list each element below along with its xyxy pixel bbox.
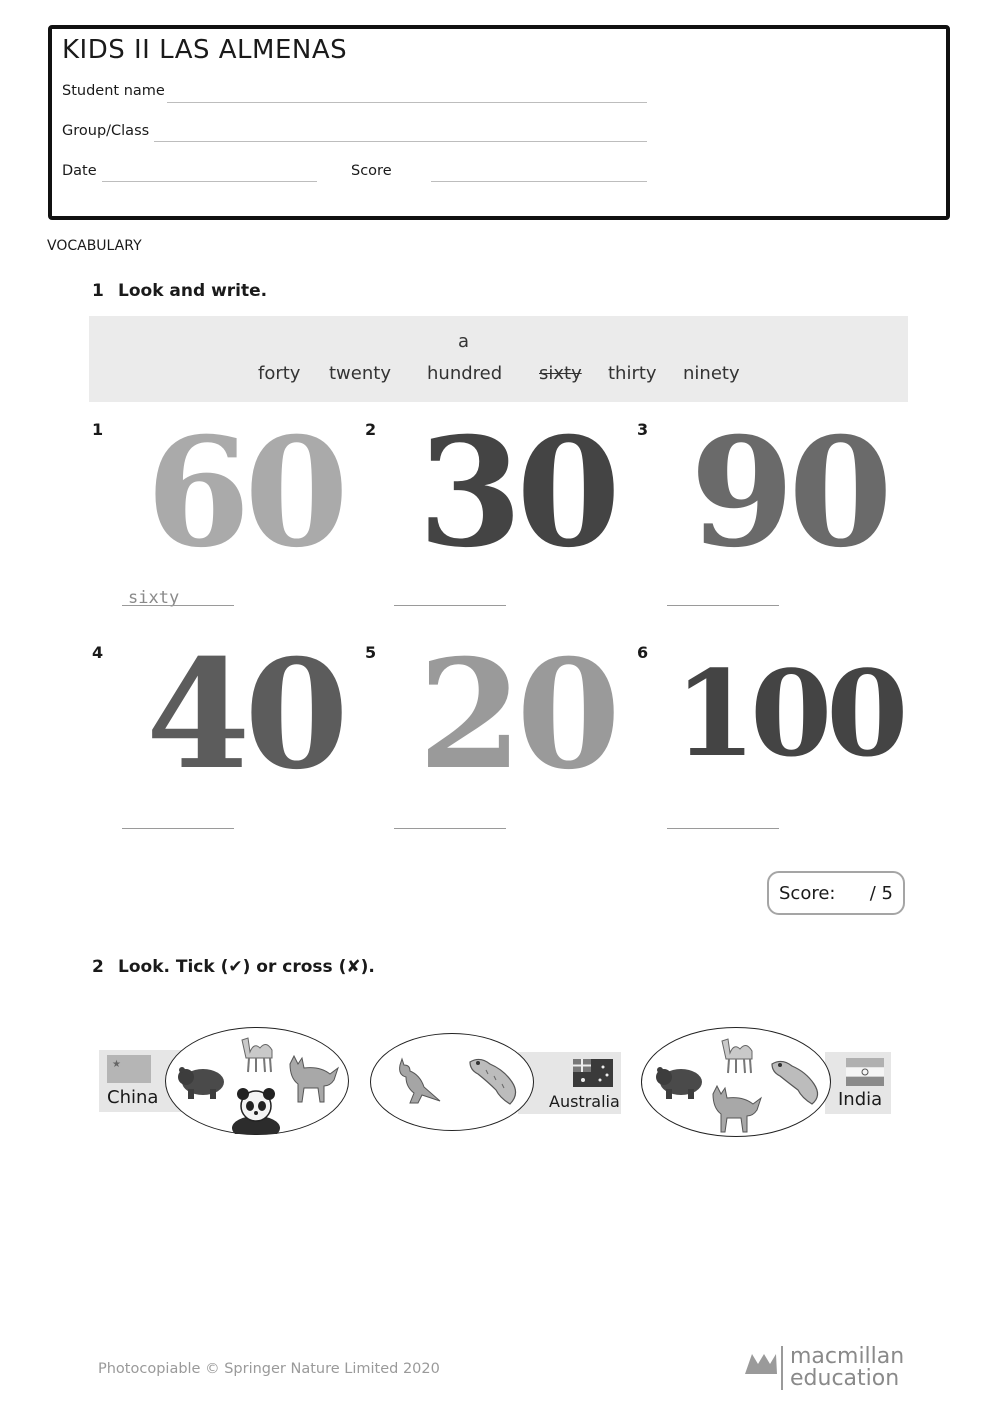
- panda-icon: [229, 1086, 283, 1134]
- worksheet-title: KIDS II LAS ALMENAS: [62, 35, 348, 65]
- word-hundred: hundred: [427, 363, 503, 384]
- number-20: 20: [418, 627, 615, 803]
- camel-icon: [234, 1030, 280, 1074]
- china-flag-icon: [107, 1055, 151, 1083]
- brand-line-1: macmillan: [790, 1344, 905, 1369]
- word-twenty: twenty: [329, 363, 391, 384]
- item-number: 6: [637, 643, 649, 662]
- exercise-number: 2: [92, 957, 104, 977]
- number-100: 100: [674, 644, 903, 783]
- copyright-notice: Photocopiable © Springer Nature Limited 2020: [98, 1361, 440, 1377]
- answer-example: sixty: [128, 588, 180, 608]
- item-number: 1: [92, 420, 104, 439]
- word-sixty-crossed: sixty: [539, 363, 582, 384]
- brand-line-2: education: [790, 1366, 900, 1391]
- item-number: 4: [92, 643, 104, 662]
- score-box-label: Score:: [779, 883, 836, 904]
- word-ninety: ninety: [683, 363, 740, 384]
- student-name-field[interactable]: [167, 102, 647, 103]
- number-40: 40: [146, 627, 343, 803]
- word-forty: forty: [258, 363, 301, 384]
- answer-field-1[interactable]: [122, 605, 234, 606]
- worksheet-header: [48, 25, 950, 220]
- student-name-label: Student name: [62, 83, 165, 99]
- score-box: [767, 871, 905, 915]
- country-label-india: India: [838, 1089, 883, 1110]
- crocodile-icon: [768, 1056, 824, 1106]
- country-label-china: China: [107, 1087, 159, 1108]
- australia-flag-icon: [573, 1059, 613, 1087]
- camel-icon: [714, 1031, 760, 1075]
- score-field[interactable]: [431, 181, 647, 182]
- word-bank: [89, 316, 908, 402]
- item-number: 2: [365, 420, 377, 439]
- india-flag-icon: [846, 1058, 884, 1086]
- brand-name: [790, 1346, 904, 1390]
- answer-field-2[interactable]: [394, 605, 506, 606]
- word-a: a: [458, 331, 470, 352]
- number-60: 60: [146, 405, 343, 581]
- exercise-instruction: Look and write.: [118, 281, 268, 301]
- item-number: 5: [365, 643, 377, 662]
- group-class-label: Group/Class: [62, 123, 150, 139]
- date-label: Date: [62, 163, 97, 179]
- crocodile-icon: [466, 1054, 524, 1108]
- item-number: 3: [637, 420, 649, 439]
- exercise-2-title: [92, 957, 375, 977]
- bear-icon: [176, 1059, 226, 1101]
- answer-field-6[interactable]: [667, 828, 779, 829]
- date-field[interactable]: [102, 181, 317, 182]
- brand-divider: [781, 1346, 783, 1390]
- wolf-icon: [707, 1084, 765, 1136]
- answer-field-3[interactable]: [667, 605, 779, 606]
- answer-field-5[interactable]: [394, 828, 506, 829]
- kangaroo-icon: [392, 1057, 446, 1107]
- score-box-total: / 5: [869, 883, 893, 904]
- exercise-number: 1: [92, 281, 104, 301]
- macmillan-logo-icon: [744, 1350, 778, 1376]
- country-label-australia: Australia: [549, 1092, 620, 1111]
- group-class-field[interactable]: [154, 141, 647, 142]
- score-label: Score: [351, 163, 392, 179]
- word-thirty: thirty: [608, 363, 657, 384]
- svg-text:★: ★: [112, 1059, 121, 1070]
- number-90: 90: [690, 405, 887, 581]
- section-label: VOCABULARY: [47, 238, 142, 254]
- answer-field-4[interactable]: [122, 828, 234, 829]
- exercise-instruction: Look. Tick (✔) or cross (✘).: [118, 957, 375, 977]
- exercise-1-title: [92, 281, 267, 301]
- wolf-icon: [284, 1054, 340, 1106]
- number-30: 30: [418, 405, 615, 581]
- bear-icon: [654, 1059, 704, 1101]
